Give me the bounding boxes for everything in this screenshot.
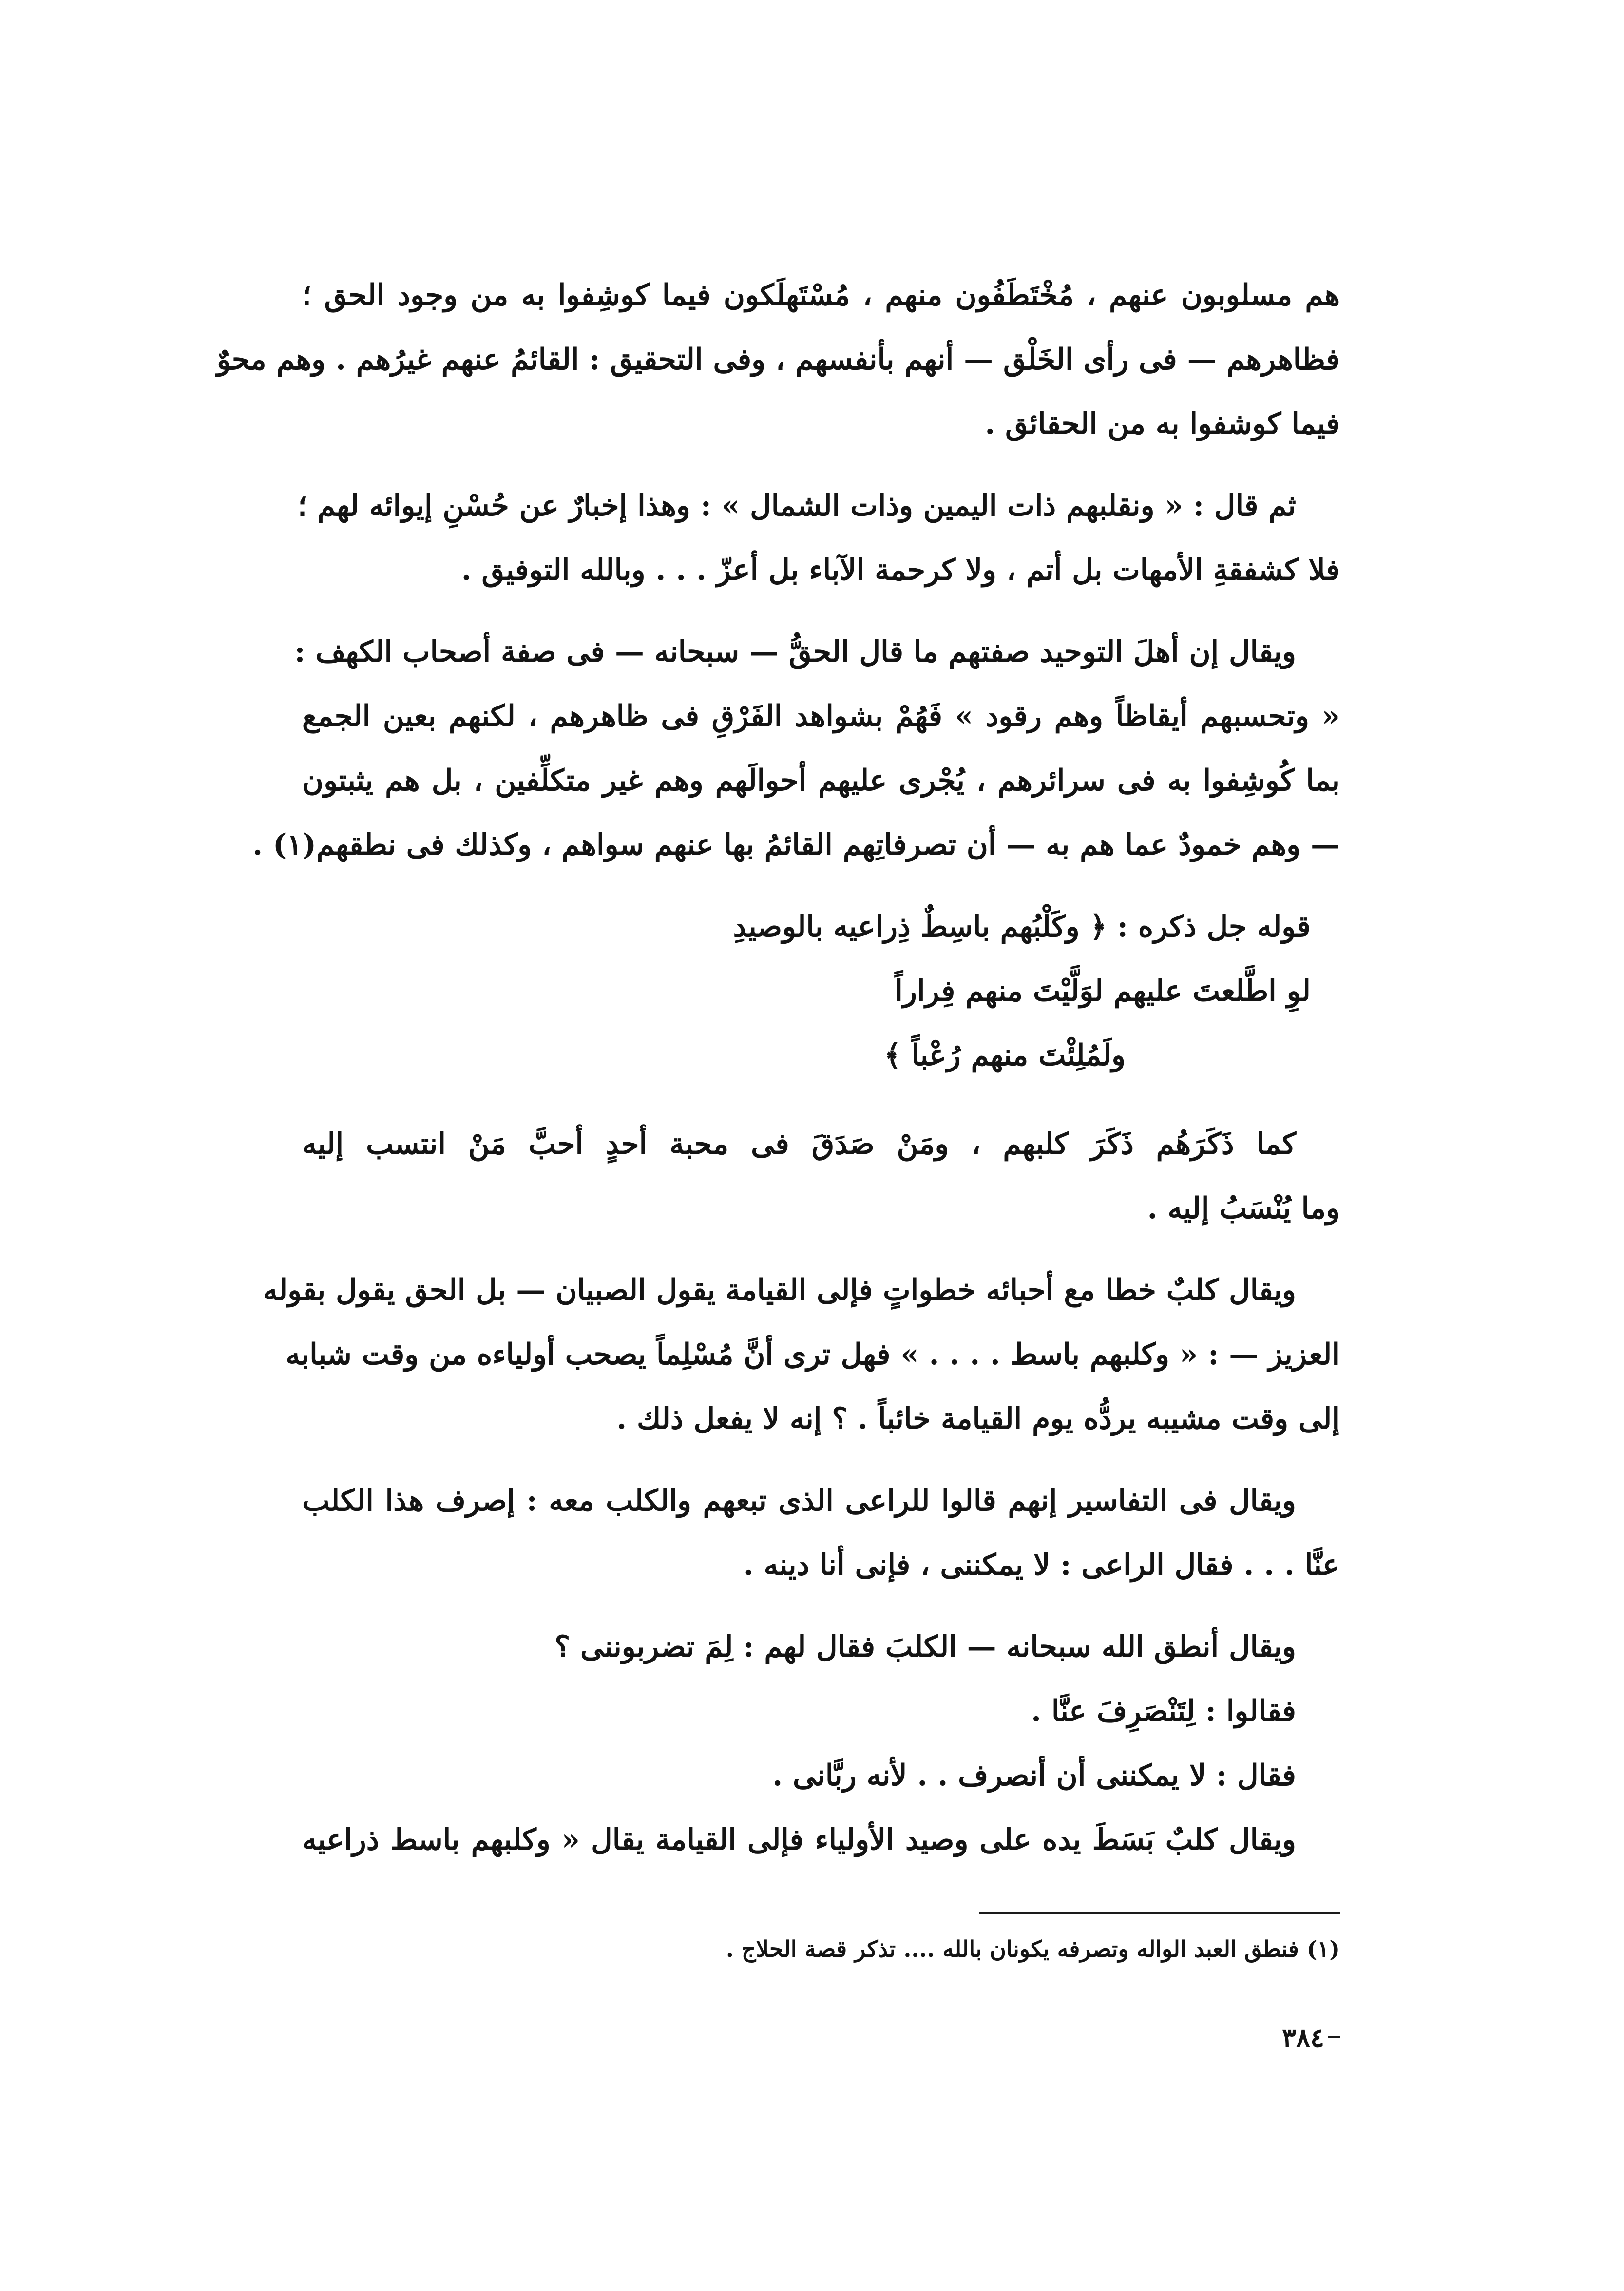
paragraph-5 [263, 1258, 1340, 1451]
text-line: فلا كشفقةِ الأمهات بل أتم ، ولا كرحمة الآباء بل أعزّ . . . وبالله التوفيق . [461, 553, 1340, 587]
main-text [216, 263, 1340, 1890]
paragraph-3 [252, 620, 1340, 877]
text-line: فقالوا : لِتَنْصَرِفَ عنَّا . [1031, 1694, 1296, 1728]
dialogue-lines [302, 1615, 1340, 1808]
text-line: عنَّا . . . فقال الراعى : لا يمكننى ، فإنى أنا دينه . [743, 1548, 1340, 1582]
text-line: ويقال كلبٌ بَسَطَ يده على وصيد الأولياء فإلى القيامة يقال « وكلبهم باسط ذراعيه [302, 1823, 1296, 1857]
paragraph-4 [302, 1112, 1340, 1241]
verse-line: لوِ اطَّلعتَ عليهم لوَلَّيْتَ منهم فِراراً [895, 974, 1311, 1008]
text-line: بما كُوشِفوا به فى سرائرهم ، يُجْرى عليهم أحوالَهم وهم غير متكلِّفين ، بل هم يثبتون [302, 764, 1340, 798]
text-line: ويقال كلبٌ خطا مع أحبائه خطواتٍ فإلى القيامة يقول الصبيان — بل الحق يقول بقوله [263, 1273, 1296, 1307]
paragraph-2 [298, 474, 1340, 602]
text-line: « وتحسبهم أيقاظاً وهم رقود » فَهُمْ بشواهد الفَرْقِ فى ظاهرهم ، لكنهم بعين الجمع [302, 699, 1340, 733]
paragraph-7 [302, 1808, 1340, 1872]
text-line: ويقال فى التفاسير إنهم قالوا للراعى الذى تبعهم والكلب معه : إصرف هذا الكلب [302, 1484, 1296, 1518]
footnote-divider [979, 1912, 1340, 1914]
text-line: ويقال إن أهلَ التوحيد صفتهم ما قال الحقُّ — سبحانه — فى صفة أصحاب الكهف : [294, 635, 1296, 669]
text-line: ثم قال : « ونقلبهم ذات اليمين وذات الشمال » : وهذا إخبارٌ عن حُسْنِ إيوائه لهم ؛ [298, 489, 1296, 523]
text-line: ويقال أنطق الله سبحانه — الكلبَ فقال لهم : لِمَ تضربوننى ؟ [554, 1630, 1296, 1664]
text-line: إلى وقت مشيبه يردُّه يوم القيامة خائباً . ؟ إنه لا يفعل ذلك . [616, 1402, 1340, 1436]
paragraph-6 [302, 1469, 1340, 1597]
text-line: فقال : لا يمكننى أن أنصرف . . لأنه ربَّانى . [772, 1758, 1296, 1793]
text-line: العزيز — : « وكلبهم باسط . . . . » فهل ترى أنَّ مُسْلِماً يصحب أولياءه من وقت شبابه [286, 1337, 1340, 1372]
text-line: فيما كوشفوا به من الحقائق . [985, 407, 1340, 441]
footnote: (١) فنطق العبد الواله وتصرفه يكونان بالله .... تذكر قصة الحلاج . [726, 1936, 1340, 1962]
text-line: — وهم خمودٌ عما هم به — أن تصرفاتِهم القائمُ بها عنهم سواهم ، وكذلك فى نطقهم(١) . [252, 828, 1340, 862]
quran-verse [302, 895, 1340, 1088]
text-line: هم مسلوبون عنهم ، مُخْتَطَفُون منهم ، مُسْتَهلَكون فيما كوشِفوا به من وجود الحق ؛ [302, 278, 1340, 312]
page-number: ٣٨٤ [1223, 2022, 1340, 2053]
text-line: وما يُنْسَبُ إليه . [1147, 1191, 1340, 1225]
verse-line: ولَمُلِئْتَ منهم رُعْباً ﴾ [884, 1038, 1126, 1072]
paragraph-1 [216, 263, 1340, 456]
verse-line: قوله جل ذكره : ﴿ وكَلْبُهم باسِطٌ ذِراعيه بالوصيدِ [733, 910, 1311, 944]
text-line: كما ذَكَرَهُم ذَكَرَ كلبهم ، ومَنْ صَدَقَ فى محبة أحدٍ أحبَّ مَنْ انتسب إليه [302, 1127, 1296, 1161]
text-line: فظاهرهم — فى رأى الخَلْق — أنهم بأنفسهم ، وفى التحقيق : القائمُ عنهم غيرُهم . وهم محوٌ [216, 343, 1340, 377]
